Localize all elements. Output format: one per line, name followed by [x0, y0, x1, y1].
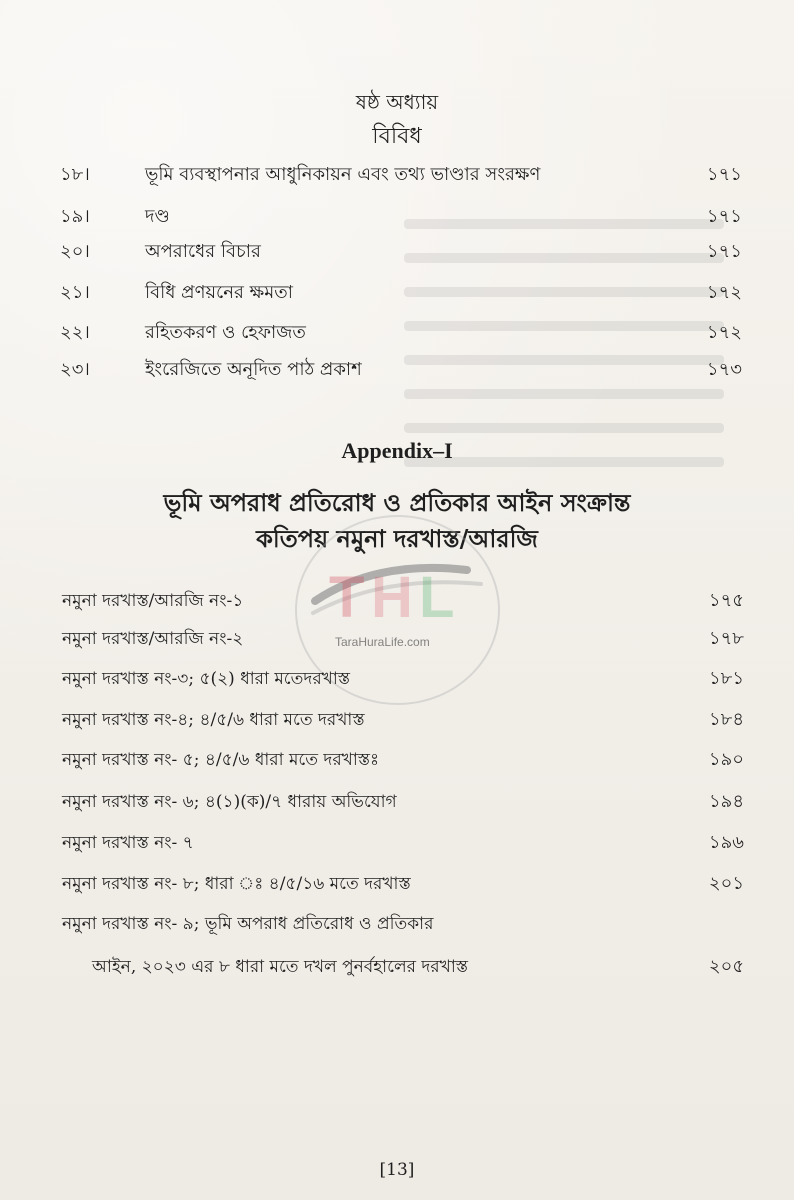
toc-title: ইংরেজিতে অনূদিত পাঠ প্রকাশ: [145, 359, 362, 380]
toc-title: রহিতকরণ ও হেফাজত: [145, 322, 306, 343]
appendix-item-title: নমুনা দরখাস্ত/আরজি নং-১: [62, 591, 244, 611]
appendix-item-page: ১৮১: [708, 668, 744, 689]
toc-page-number: ১৭১: [706, 206, 742, 227]
appendix-item-page: ১৮৪: [708, 709, 744, 730]
appendix-item-page: ১৯৪: [708, 791, 744, 812]
toc-row: [0, 353, 794, 387]
toc-number: ২০।: [60, 241, 90, 262]
appendix-row: [0, 743, 794, 777]
appendix-row: [0, 826, 794, 860]
toc-number: ১৮।: [60, 164, 90, 185]
appendix-item-page: ১৭৮: [708, 628, 744, 649]
appendix-item-page: ১৯৬: [708, 832, 744, 853]
appendix-subtitle-line-1: ভূমি অপরাধ প্রতিরোধ ও প্রতিকার আইন সংক্রান্ত: [163, 488, 631, 517]
toc-page-number: ১৭৩: [706, 359, 742, 380]
appendix-row: [0, 703, 794, 737]
appendix-row: [0, 907, 794, 941]
appendix-item-title: আইন, ২০২৩ এর ৮ ধারা মতে দখল পুনর্বহালের দরখাস্ত: [92, 957, 468, 977]
toc-row: [0, 316, 794, 350]
appendix-row: [0, 584, 794, 618]
appendix-item-title: নমুনা দরখাস্ত নং-৩; ৫(২) ধারা মতেদরখাস্ত: [62, 669, 350, 689]
appendix-item-title: নমুনা দরখাস্ত নং-৪; ৪/৫/৬ ধারা মতে দরখাস্ত: [62, 710, 365, 730]
svg-text:T: T: [329, 565, 365, 630]
appendix-row: [0, 785, 794, 819]
toc-page-number: ১৭২: [706, 282, 742, 303]
appendix-row: [0, 867, 794, 901]
toc-title: বিধি প্রণয়নের ক্ষমতা: [145, 282, 293, 303]
toc-row: [0, 235, 794, 269]
appendix-item-title: নমুনা দরখাস্ত নং- ৮; ধারা ঃ ৪/৫/১৬ মতে দরখাস্ত: [62, 874, 411, 894]
appendix-item-page: ২০১: [708, 873, 744, 894]
toc-page-number: ১৭১: [706, 241, 742, 262]
appendix-item-page: ২০৫: [708, 956, 744, 977]
toc-title: অপরাধের বিচার: [145, 241, 261, 262]
toc-title: দণ্ড: [145, 206, 170, 227]
toc-row: [0, 200, 794, 234]
toc-row: [0, 158, 794, 192]
toc-row: [0, 276, 794, 310]
appendix-row: [0, 950, 794, 984]
appendix-item-title: নমুনা দরখাস্ত/আরজি নং-২: [62, 629, 244, 649]
appendix-item-title: নমুনা দরখাস্ত নং- ৭: [62, 833, 194, 853]
appendix-subtitle-line-2: কতিপয় নমুনা দরখাস্ত/আরজি: [256, 524, 538, 553]
chapter-subtitle: বিবিধ: [372, 124, 422, 149]
chapter-title: ষষ্ঠ অধ্যায়: [355, 90, 439, 114]
appendix-item-title: নমুনা দরখাস্ত নং- ৫; ৪/৫/৬ ধারা মতে দরখাস্তঃ: [62, 750, 380, 770]
toc-number: ২২।: [60, 322, 90, 343]
toc-number: ২১।: [60, 282, 90, 303]
page-number: [13]: [379, 1160, 415, 1180]
toc-page-number: ১৭২: [706, 322, 742, 343]
appendix-item-title: নমুনা দরখাস্ত নং- ৯; ভূমি অপরাধ প্রতিরোধ ও প্রতিকার: [62, 914, 434, 934]
appendix-row: [0, 622, 794, 656]
appendix-title: Appendix–I: [341, 438, 453, 463]
svg-text:H: H: [371, 565, 413, 630]
appendix-item-page: ১৯০: [708, 749, 744, 770]
svg-text:L: L: [419, 565, 455, 630]
toc-title: ভূমি ব্যবস্থাপনার আধুনিকায়ন এবং তথ্য ভাণ্ডার সংরক্ষণ: [145, 164, 541, 185]
toc-number: ১৯।: [60, 206, 90, 227]
toc-number: ২৩।: [60, 359, 90, 380]
watermark-site: TaraHuraLife.com: [335, 635, 430, 649]
appendix-item-title: নমুনা দরখাস্ত নং- ৬; ৪(১)(ক)/৭ ধারায় অভিযোগ: [62, 792, 397, 812]
toc-page-number: ১৭১: [706, 164, 742, 185]
appendix-row: [0, 662, 794, 696]
appendix-item-page: ১৭৫: [708, 590, 744, 611]
